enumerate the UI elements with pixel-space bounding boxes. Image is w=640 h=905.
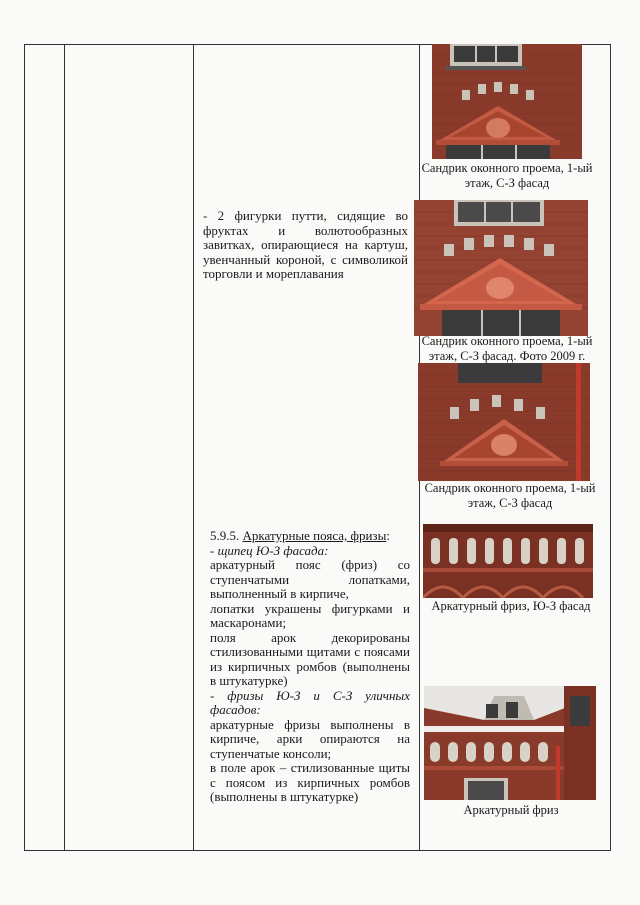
table-border-right: [610, 44, 611, 851]
photo-arcature-frieze-sw: [423, 524, 593, 598]
photo-caption-1: Сандрик оконного проема, 1-ый этаж, С-З фасад: [421, 161, 593, 190]
putti-description: - 2 фигурки путти, сидящие во фруктах и волютообразных завитках, опирающиеся на картуш, увенчанный короной, с символикой торговли и мореплавания: [203, 208, 408, 281]
subheading-gable: - щипец Ю-З фасада:: [210, 542, 329, 558]
section-heading: [210, 529, 410, 544]
section-colon: :: [386, 528, 390, 543]
table-border-bottom: [24, 850, 611, 851]
section-number: 5.9.5.: [210, 528, 243, 543]
text-block-arcature: [210, 529, 410, 805]
table-border-left: [24, 44, 25, 851]
photo-window-pediment-3: [418, 363, 590, 481]
paragraph-pilasters: лопатки украшены фигурками и маскаронами;: [210, 600, 410, 630]
table-col-divider-1: [64, 44, 65, 851]
paragraph-arcature-belt: аркатурный пояс (фриз) со ступенчатыми лопатками, выполненный в кирпиче,: [210, 557, 410, 601]
table-col-divider-2: [193, 44, 194, 851]
paragraph-arch-shields: в поле арок – стилизованные щиты с поясом из кирпичных ромбов (выполнены в штукатурке): [210, 760, 410, 804]
photo-window-pediment-2009: [414, 200, 588, 336]
photo-caption-5: Аркатурный фриз: [463, 803, 559, 817]
section-title: Аркатурные пояса, фризы: [242, 528, 387, 543]
text-block-putti: [203, 209, 408, 282]
photo-arcature-frieze: [424, 686, 596, 800]
photo-caption-2: Сандрик оконного проема, 1-ый этаж, С-З фасад. Фото 2009 г.: [421, 334, 593, 363]
photo-caption-3: Сандрик оконного проема, 1-ый этаж, С-З фасад: [424, 481, 596, 510]
paragraph-arcature-friezes: аркатурные фризы выполнены в кирпиче, арки опираются на ступенчатые консоли;: [210, 716, 410, 761]
photo-window-pediment-1: [432, 44, 582, 159]
paragraph-arch-fields: поля арок декорированы стилизованными щитами с поясами из кирпичных ромбов (выполнены в штукатурке): [210, 629, 410, 688]
photo-caption-4: Аркатурный фриз, Ю-З фасад: [431, 599, 591, 613]
subheading-street-facades: - фризы Ю-З и С-З уличных фасадов:: [210, 687, 410, 717]
